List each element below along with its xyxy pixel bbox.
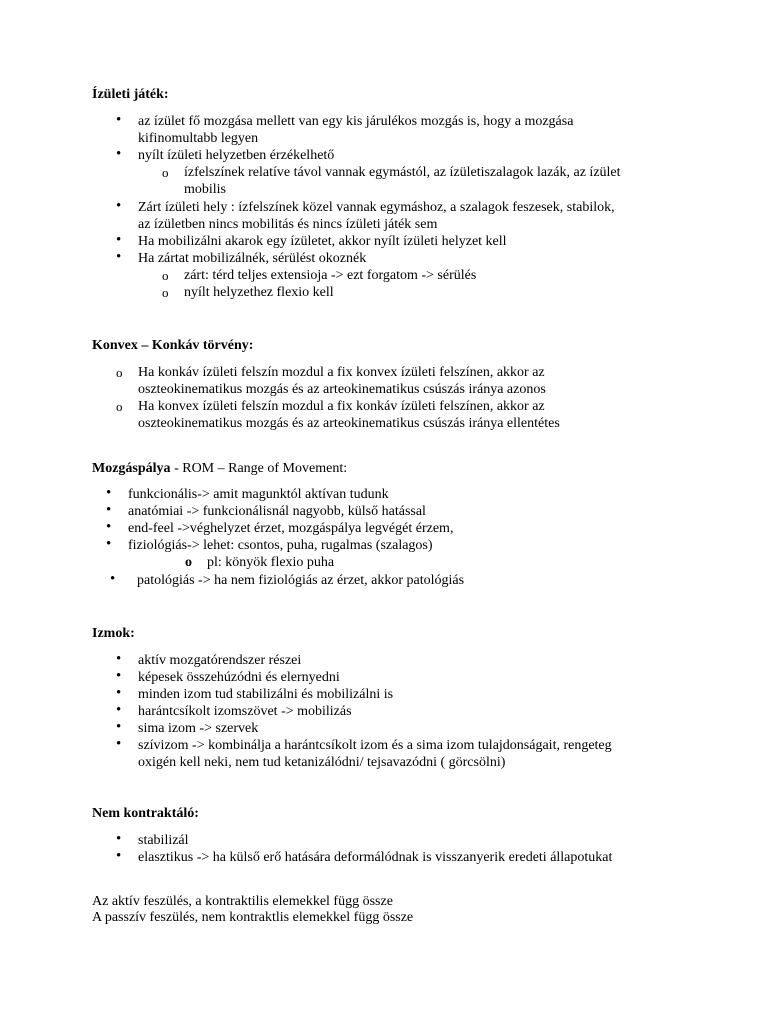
paragraph-line: Az aktív feszülés, a kontraktilis elemekkel függ össze <box>92 894 393 909</box>
list-item: az ízület fő mozgása mellett van egy kis járulékos mozgás is, hogy a mozgása <box>138 114 574 129</box>
list-item: funkcionális-> amit magunktól aktívan tudunk <box>128 487 389 502</box>
list-item: stabilizál <box>138 833 189 848</box>
section-heading-izuleti-jatek: Ízületi játék: <box>92 87 169 102</box>
bullet-icon: • <box>116 668 122 684</box>
bullet-icon: • <box>116 198 122 214</box>
list-item: Ha zártat mobilizálnék, sérülést okoznék <box>138 251 367 266</box>
section-heading-konvex-konkav: Konvex – Konkáv törvény: <box>92 338 254 353</box>
sub-list-item: pl: könyök flexio puha <box>207 555 335 570</box>
heading-bold-part: Mozgáspálya <box>92 461 171 476</box>
bullet-icon: • <box>116 232 122 248</box>
list-item: elasztikus -> ha külső erő hatására deformálódnak is visszanyerik eredeti állapotukat <box>138 850 613 865</box>
sub-bullet-icon: o <box>185 555 192 570</box>
list-item: nyílt ízületi helyzetben érzékelhető <box>138 148 335 163</box>
list-item: Ha mobilizálni akarok egy ízületet, akkor nyílt ízületi helyzet kell <box>138 234 507 249</box>
bullet-icon: • <box>116 249 122 265</box>
bullet-icon: • <box>116 736 122 752</box>
list-item: sima izom -> szervek <box>138 721 259 736</box>
bullet-icon: • <box>116 848 122 864</box>
list-item: szívizom -> kombinálja a harántcsíkolt izom és a sima izom tulajdonságait, rengeteg <box>138 738 612 753</box>
list-item: Zárt ízületi hely : ízfelszínek közel vannak egymáshoz, a szalagok feszesek, stabilok, <box>138 200 615 215</box>
sub-list-item: zárt: térd teljes extensioja -> ezt forgatom -> sérülés <box>184 268 477 283</box>
sub-bullet-icon: o <box>162 165 169 180</box>
list-item: harántcsíkolt izomszövet -> mobilizás <box>138 704 352 719</box>
bullet-icon: • <box>106 485 112 501</box>
bullet-icon: • <box>116 831 122 847</box>
sub-bullet-icon: o <box>162 268 169 283</box>
heading-rest-part: - ROM – Range of Movement: <box>170 461 348 476</box>
bullet-icon: • <box>116 651 122 667</box>
sub-list-item: ízfelszínek relatíve távol vannak egymástól, az ízületiszalagok lazák, az ízület <box>184 165 621 180</box>
list-item: end-feel ->véghelyzet érzet, mozgáspálya legvégét érzem, <box>128 521 454 536</box>
list-item: aktív mozgatórendszer részei <box>138 653 302 668</box>
list-item: képesek összehúzódni és elernyedni <box>138 670 340 685</box>
list-item-continuation: az ízületben nincs mobilitás és nincs ízületi játék sem <box>138 217 438 232</box>
section-heading-mozgaspalya <box>92 460 347 477</box>
list-item: fiziológiás-> lehet: csontos, puha, rugalmas (szalagos) <box>128 538 433 553</box>
section-heading-nem-kontraktalo: Nem kontraktáló: <box>92 806 199 821</box>
list-item: anatómiai -> funkcionálisnál nagyobb, külső hatással <box>128 504 426 519</box>
list-item: Ha konvex ízületi felszín mozdul a fix konkáv ízületi felszínen, akkor az <box>138 399 545 414</box>
list-item-continuation: oszteokinematikus mozgás és az arteokinematikus csúszás iránya ellentétes <box>138 416 560 431</box>
bullet-icon: • <box>106 536 112 552</box>
bullet-icon: • <box>106 519 112 535</box>
sub-list-item-continuation: mobilis <box>184 182 227 197</box>
bullet-icon: • <box>116 702 122 718</box>
sub-bullet-icon: o <box>116 399 123 414</box>
bullet-icon: • <box>110 571 116 587</box>
list-item-continuation: kifinomultabb legyen <box>138 131 259 146</box>
sub-list-item: nyílt helyzethez flexio kell <box>184 285 334 300</box>
section-heading-izmok: Izmok: <box>92 626 135 641</box>
bullet-icon: • <box>116 146 122 162</box>
list-item: minden izom tud stabilizálni és mobilizálni is <box>138 687 394 702</box>
sub-bullet-icon: o <box>162 285 169 300</box>
paragraph-line: A passzív feszülés, nem kontraktlis elemekkel függ össze <box>92 910 414 925</box>
bullet-icon: • <box>106 502 112 518</box>
list-item: patológiás -> ha nem fiziológiás az érzet, akkor patológiás <box>137 573 465 588</box>
list-item-continuation: oxigén kell neki, nem tud ketanizálódni/ tejsavazódni ( görcsölni) <box>138 755 506 770</box>
bullet-icon: • <box>116 719 122 735</box>
bullet-icon: • <box>116 685 122 701</box>
list-item-continuation: oszteokinematikus mozgás és az arteokinematikus csúszás iránya azonos <box>138 382 546 397</box>
list-item: Ha konkáv ízületi felszín mozdul a fix konvex ízületi felszínen, akkor az <box>138 365 545 380</box>
bullet-icon: • <box>116 112 122 128</box>
sub-bullet-icon: o <box>116 365 123 380</box>
